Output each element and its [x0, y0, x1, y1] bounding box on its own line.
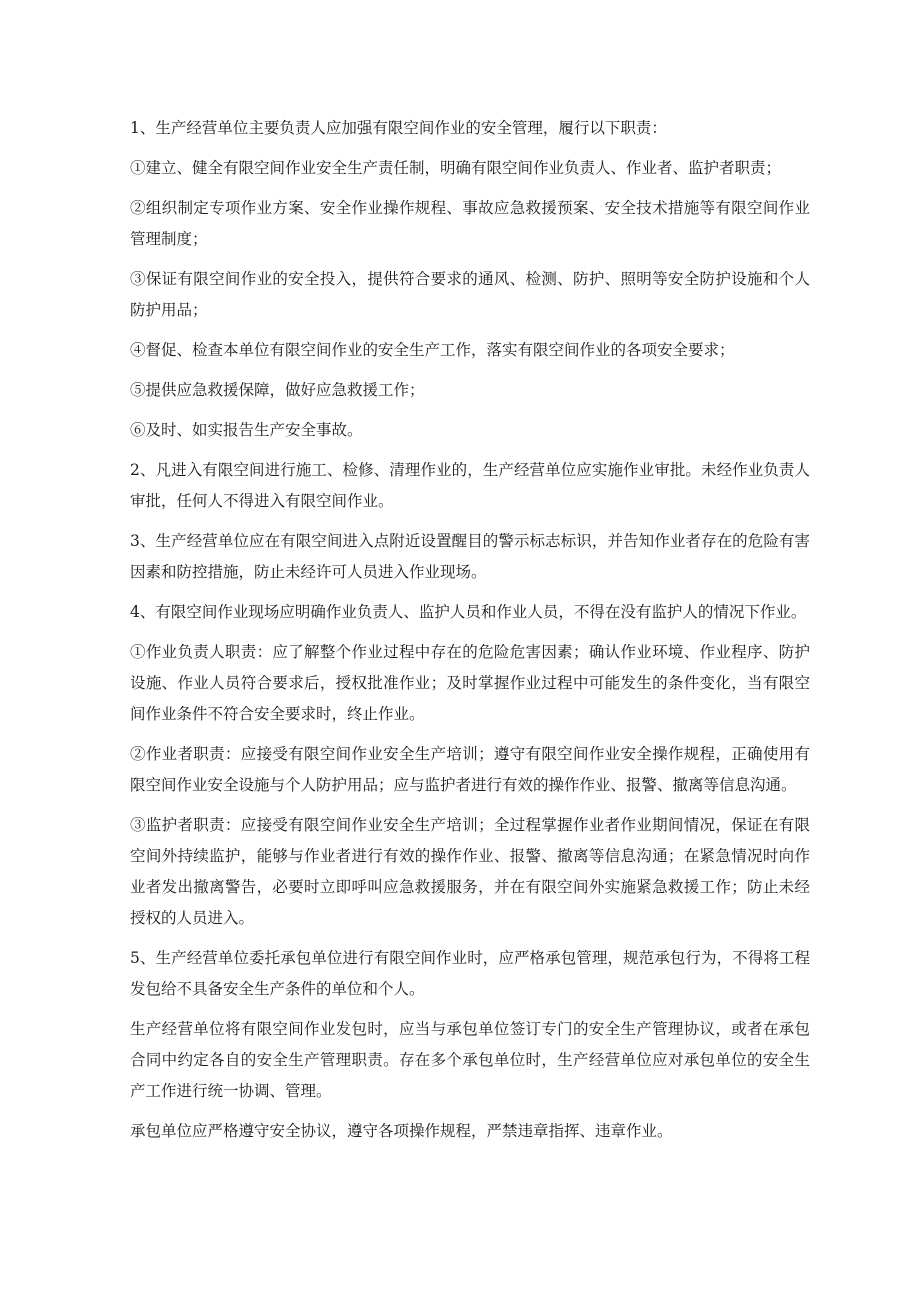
paragraph-5: 5、生产经营单位委托承包单位进行有限空间作业时，应严格承包管理，规范承包行为，不得将工程发包给不具备安全生产条件的单位和个人。	[130, 949, 810, 998]
paragraph-5-contract: 生产经营单位将有限空间作业发包时，应当与承包单位签订专门的安全生产管理协议，或者在承包合同中约定各自的安全生产管理职责。存在多个承包单位时，生产经营单位应对承包单位的安全生产工作进行统一协调、管理。	[130, 1020, 810, 1100]
paragraph-1-item-5: ⑤提供应急救援保障，做好应急救援工作；	[130, 381, 425, 399]
paragraph-1-item-1: ①建立、健全有限空间作业安全生产责任制，明确有限空间作业负责人、作业者、监护者职责；	[130, 159, 782, 177]
paragraph-4-item-3: ③监护者职责：应接受有限空间作业安全生产培训；全过程掌握作业者作业期间情况，保证在有限空间外持续监护，能够与作业者进行有效的操作作业、报警、撤离等信息沟通；在紧急情况时向作业者发出撤离警告，必要时立即呼叫应急救援服务，并在有限空间外实施紧急救援工作；防止未经授权的人员进入。	[130, 816, 810, 927]
paragraph-1-item-4: ④督促、检查本单位有限空间作业的安全生产工作，落实有限空间作业的各项安全要求；	[130, 341, 735, 359]
paragraph-4-item-1: ①作业负责人职责：应了解整个作业过程中存在的危险危害因素；确认作业环境、作业程序、防护设施、作业人员符合要求后，授权批准作业；及时掌握作业过程中可能发生的条件变化，当有限空间作业条件不符合安全要求时，终止作业。	[130, 643, 810, 723]
paragraph-4-item-2: ②作业者职责：应接受有限空间作业安全生产培训；遵守有限空间作业安全操作规程，正确使用有限空间作业安全设施与个人防护用品；应与监护者进行有效的操作作业、报警、撤离等信息沟通。	[130, 745, 810, 794]
paragraph-1: 1、生产经营单位主要负责人应加强有限空间作业的安全管理，履行以下职责：	[130, 119, 667, 137]
document-body	[130, 113, 810, 1156]
paragraph-2: 2、凡进入有限空间进行施工、检修、清理作业的，生产经营单位应实施作业审批。未经作业负责人审批，任何人不得进入有限空间作业。	[130, 461, 810, 510]
paragraph-1-item-6: ⑥及时、如实报告生产安全事故。	[130, 421, 363, 439]
paragraph-5-contractor: 承包单位应严格遵守安全协议，遵守各项操作规程，严禁违章指挥、违章作业。	[130, 1122, 673, 1140]
paragraph-1-item-3: ③保证有限空间作业的安全投入，提供符合要求的通风、检测、防护、照明等安全防护设施和个人防护用品；	[130, 270, 810, 319]
paragraph-4: 4、有限空间作业现场应明确作业负责人、监护人员和作业人员，不得在没有监护人的情况下作业。	[130, 603, 807, 621]
paragraph-1-item-2: ②组织制定专项作业方案、安全作业操作规程、事故应急救援预案、安全技术措施等有限空间作业管理制度；	[130, 199, 810, 248]
paragraph-3: 3、生产经营单位应在有限空间进入点附近设置醒目的警示标志标识，并告知作业者存在的危险有害因素和防控措施，防止未经许可人员进入作业现场。	[130, 532, 810, 581]
